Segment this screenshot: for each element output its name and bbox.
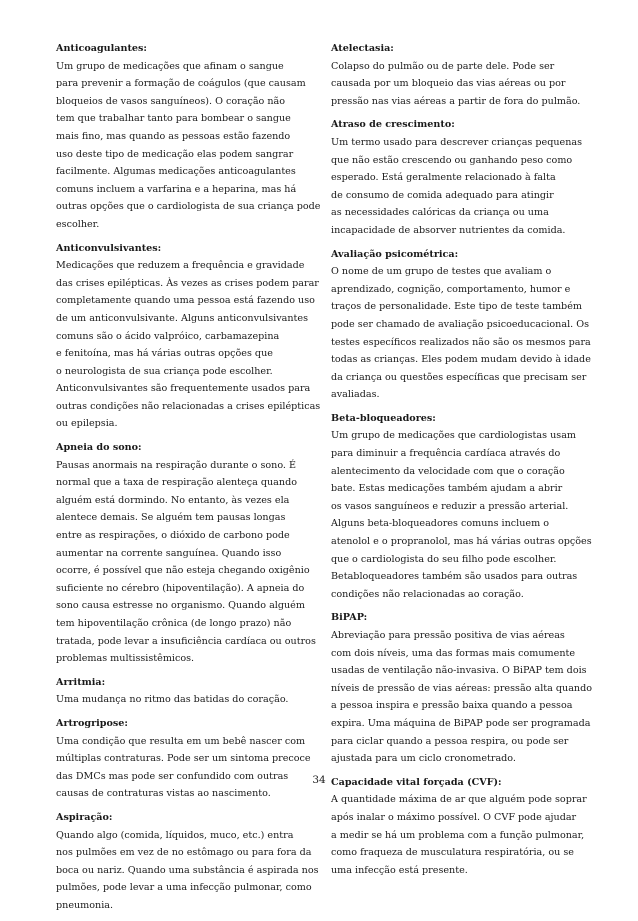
definition-line: sono causa estresse no organismo. Quando alguém (56, 600, 305, 612)
definition-line: avaliadas. (331, 389, 380, 401)
glossary-entry (331, 246, 591, 404)
definition-line: testes específicos realizados não são os mesmos para (331, 336, 591, 348)
definition-line: incapacidade de absorver nutrientes da comida. (331, 224, 566, 236)
definition-line: ajustada para um ciclo cronometrado. (331, 753, 516, 765)
definition-line: expira. Uma máquina de BiPAP pode ser programada (331, 717, 591, 729)
glossary-entry (331, 609, 593, 767)
definition-line: problemas multissistêmicos. (56, 653, 195, 665)
glossary-entry (331, 116, 585, 239)
glossary-entry (331, 774, 585, 880)
definition-line: da criança ou questões específicas que precisam ser (331, 371, 587, 383)
definition-line: causada por um bloqueio das vias aéreas ou por (331, 78, 566, 90)
definition-line: ou epilepsia. (56, 418, 118, 430)
definition-line: entre as respirações, o dióxido de carbono pode (56, 530, 290, 542)
definition-line: mais fino, mas quando as pessoas estão fazendo (56, 130, 291, 142)
definition-line: uso deste tipo de medicação elas podem sangrar (56, 148, 294, 160)
definition-line: alentece demais. Se alguém tem pausas longas (56, 512, 286, 524)
glossary-term: Aspiração: (56, 811, 113, 823)
definition-line: suficiente no cérebro (hipoventilação). A apneia do (56, 582, 305, 594)
definition-line: comuns são o ácido valpróico, carbamazepina (56, 330, 280, 342)
glossary-entry (56, 715, 311, 803)
definition-line: pressão nas vias aéreas a partir de fora do pulmão. (331, 95, 581, 107)
definition-line: as necessidades calóricas da criança ou uma (331, 207, 549, 219)
definition-line: Colapso do pulmão ou de parte dele. Pode ser (331, 60, 555, 72)
definition-line: A quantidade máxima de ar que alguém pode soprar (331, 794, 587, 806)
definition-line: os vasos sanguíneos e reduzir a pressão arterial. (331, 500, 569, 512)
definition-line: pulmões, pode levar a uma infecção pulmonar, como (56, 882, 312, 894)
definition-line: Uma mudança no ritmo das batidas do coração. (56, 694, 289, 706)
definition-line: Um termo usado para descrever crianças pequenas (331, 136, 583, 148)
definition-line: de consumo de comida adequado para atingir (331, 189, 554, 201)
definition-line: Anticonvulsivantes são frequentemente usados para (56, 383, 311, 395)
definition-line: como fraqueza de musculatura respiratória, ou se (331, 847, 574, 859)
definition-line: nos pulmões em vez de no estômago ou para fora da (56, 847, 312, 859)
definition-line: esperado. Está geralmente relacionado à falta (331, 172, 556, 184)
definition-line: escolher. (56, 218, 100, 230)
definition-line: após inalar o máximo possível. O CVF pode ajudar (331, 811, 577, 823)
definition-line: com dois níveis, uma das formas mais comumente (331, 647, 576, 659)
right-column (331, 40, 593, 885)
definition-line: Uma condição que resulta em um bebê nascer com (56, 735, 306, 747)
definition-line: bate. Estas medicações também ajudam a abrir (331, 483, 563, 495)
glossary-term: Anticonvulsivantes: (56, 242, 162, 254)
definition-line: das DMCs mas pode ser confundido com outras (56, 770, 289, 782)
definition-line: Um grupo de medicações que cardiologistas usam (331, 430, 577, 442)
glossary-entry (56, 240, 321, 434)
glossary-entry (331, 40, 585, 110)
definition-line: o neurologista de sua criança pode escolher. (56, 365, 273, 377)
definition-line: a medir se há um problema com a função pulmonar, (331, 829, 585, 841)
glossary-term: Avaliação psicométrica: (331, 248, 459, 260)
definition-line: a pessoa inspira e pressão baixa quando a pessoa (331, 700, 573, 712)
definition-line: O nome de um grupo de testes que avaliam o (331, 266, 552, 278)
definition-line: normal que a taxa de respiração alenteça quando (56, 477, 297, 489)
glossary-entry (56, 40, 321, 234)
definition-line: bloqueios de vasos sanguíneos). O coração não (56, 95, 286, 107)
definition-line: Pausas anormais na respiração durante o sono. É (56, 459, 297, 471)
definition-line: facilmente. Algumas medicações anticoagulantes (56, 166, 296, 178)
glossary-term: BiPAP: (331, 612, 368, 624)
definition-line: tem que trabalhar tanto para bombear o sangue (56, 113, 291, 125)
definition-line: e fenitoína, mas há várias outras opções que (56, 348, 273, 360)
definition-line: que não estão crescendo ou ganhando peso como (331, 154, 573, 166)
glossary-term: Atraso de crescimento: (331, 119, 455, 131)
definition-line: causas de contraturas vistas ao nascimento. (56, 788, 271, 800)
definition-line: outras condições não relacionadas a crises epilépticas (56, 400, 321, 412)
glossary-entry (56, 674, 308, 709)
definition-line: comuns incluem a varfarina e a heparina, mas há (56, 183, 297, 195)
definition-line: Betabloqueadores também são usados para outras (331, 571, 578, 583)
definition-line: múltiplas contraturas. Pode ser um sintoma precoce (56, 753, 311, 765)
definition-line: ocorre, é possível que não esteja chegando oxigênio (56, 565, 310, 577)
definition-line: das crises epilépticas. Às vezes as crises podem parar (56, 277, 319, 289)
definition-line: uma infecção está presente. (331, 864, 468, 876)
page-number: 34 (312, 774, 326, 786)
definition-line: Quando algo (comida, líquidos, muco, etc.) entra (56, 829, 294, 841)
glossary-entry (56, 439, 316, 668)
definition-line: Medicações que reduzem a frequência e gravidade (56, 260, 305, 272)
definition-line: condições não relacionadas ao coração. (331, 588, 524, 600)
glossary-term: Atelectasia: (331, 43, 394, 54)
glossary-term: Beta-bloqueadores: (331, 412, 436, 424)
definition-line: aumentar na corrente sanguínea. Quando isso (56, 547, 282, 559)
definition-line: tratada, pode levar a insuficiência cardíaca ou outros (56, 635, 316, 647)
definition-line: alguém está dormindo. No entanto, às vezes ela (56, 494, 290, 506)
glossary-term: Apneia do sono: (56, 442, 142, 454)
glossary-term: Arritmia: (56, 676, 106, 688)
definition-line: que o cardiologista do seu filho pode escolher. (331, 553, 557, 565)
definition-line: boca ou nariz. Quando uma substância é aspirada nos (56, 864, 319, 876)
glossary-term: Capacidade vital forçada (CVF): (331, 776, 502, 788)
definition-line: para prevenir a formação de coágulos (que causam (56, 78, 306, 90)
definition-line: atenolol e o propranolol, mas há várias outras opções (331, 536, 592, 548)
definition-line: para diminuir a frequência cardíaca através do (331, 448, 561, 460)
definition-line: Abreviação para pressão positiva de vias aéreas (331, 630, 565, 641)
definition-line: Um grupo de medicações que afinam o sangue (56, 60, 284, 72)
definition-line: pneumonia. (56, 899, 114, 911)
definition-line: alentecimento da velocidade com que o coração (331, 465, 565, 477)
definition-line: de um anticonvulsivante. Alguns anticonvulsivantes (56, 312, 309, 324)
definition-line: pode ser chamado de avaliação psicoeducacional. Os (331, 318, 590, 330)
definition-line: usadas de ventilação não-invasiva. O BiPAP tem dois (331, 665, 587, 677)
glossary-term: Artrogripose: (56, 717, 128, 729)
definition-line: aprendizado, cognição, comportamento, humor e (331, 283, 571, 295)
definition-line: Alguns beta-bloqueadores comuns incluem o (331, 518, 550, 530)
definition-line: traços de personalidade. Este tipo de teste também (331, 301, 582, 313)
glossary-entry (56, 809, 319, 915)
definition-line: completamente quando uma pessoa está fazendo uso (56, 295, 315, 307)
definition-line: para ciclar quando a pessoa respira, ou pode ser (331, 735, 569, 747)
definition-line: níveis de pressão de vias aéreas: pressão alta quando (331, 682, 593, 694)
glossary-term: Anticoagulantes: (56, 43, 147, 54)
definition-line: outras opções que o cardiologista de sua criança pode (56, 201, 321, 213)
glossary-entry (331, 410, 592, 604)
definition-line: todas as crianças. Eles podem mudam devido à idade (331, 354, 591, 366)
definition-line: tem hipoventilação crônica (de longo prazo) não (56, 618, 292, 629)
